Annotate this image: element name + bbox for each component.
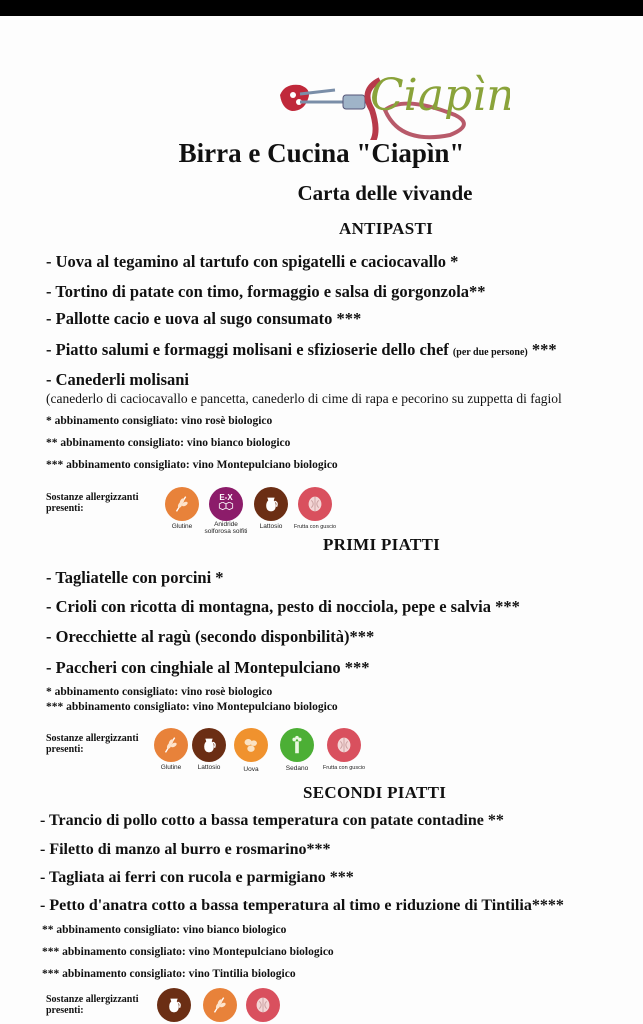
restaurant-title: Birra e Cucina "Ciapìn" [178, 138, 465, 168]
logo-icon [275, 50, 510, 140]
menu-subtitle: Carta delle vivande [297, 181, 473, 205]
milk-jug-icon [254, 487, 288, 521]
pairing-note: * abbinamento consigliato: vino rosè biologico [46, 686, 273, 698]
walnut-icon [246, 988, 280, 1022]
wheat-icon [154, 728, 188, 762]
eggs-icon [234, 728, 268, 762]
dish-pairing-marker: *** [531, 340, 557, 359]
pairing-note: * abbinamento consigliato: vino rosè biologico [46, 415, 273, 427]
allergen-label: Lattosio [197, 764, 221, 771]
section-heading-antipasti: ANTIPASTI [339, 219, 434, 238]
allergen-label: Glutine [160, 764, 182, 771]
allergen-label: Glutine [171, 523, 193, 530]
wheat-icon [203, 988, 237, 1022]
svg-text:Ciapìn: Ciapìn [370, 70, 510, 121]
walnut-icon [327, 728, 361, 762]
celery-icon [280, 728, 314, 762]
pairing-note: *** abbinamento consigliato: vino Montepulciano biologico [46, 701, 338, 713]
allergen-label: Frutta con guscio [293, 524, 337, 530]
dish-item: - Crioli con ricotta di montagna, pesto di nocciola, pepe e salvia *** [46, 597, 520, 616]
allergen-label: Sedano [285, 765, 309, 772]
milk-jug-icon [192, 728, 226, 762]
allergens-label: Sostanze allergizzanti presenti: [46, 492, 139, 514]
dish-item: - Filetto di manzo al burro e rosmarino*** [40, 841, 331, 858]
pairing-note: ** abbinamento consigliato: vino bianco biologico [42, 924, 287, 936]
allergen-label: Frutta con guscio [322, 765, 366, 771]
allergen-label: Anidride solforosa solfiti [204, 521, 248, 535]
section-heading-primi: PRIMI PIATTI [323, 535, 441, 554]
pairing-note: *** abbinamento consigliato: vino Montepulciano biologico [46, 459, 338, 471]
allergens-label: Sostanze allergizzanti presenti: [46, 733, 139, 755]
dish-portion-note: (per due persone) [452, 347, 528, 358]
ciapin-logo [275, 50, 510, 140]
dish-item: - Tagliata ai ferri con rucola e parmigiano *** [40, 869, 354, 886]
dish-item: - Tortino di patate con timo, formaggio e salsa di gorgonzola** [46, 282, 486, 301]
dish-item: - Trancio di pollo cotto a bassa temperatura con patate contadine ** [40, 812, 504, 829]
allergens-label: Sostanze allergizzanti presenti: [46, 994, 139, 1016]
sulfite-icon [209, 487, 243, 521]
milk-jug-icon [157, 988, 191, 1022]
dish-item: - Paccheri con cinghiale al Montepulciano *** [46, 658, 370, 677]
status-bar [0, 0, 643, 16]
dish-item [46, 340, 557, 360]
pairing-note: *** abbinamento consigliato: vino Tintilia biologico [42, 968, 296, 980]
pairing-note: ** abbinamento consigliato: vino bianco biologico [46, 437, 291, 449]
dish-item: - Tagliatelle con porcini * [46, 568, 224, 587]
pairing-note: *** abbinamento consigliato: vino Montepulciano biologico [42, 946, 334, 958]
dish-item: - Canederli molisani [46, 370, 189, 389]
section-heading-secondi: SECONDI PIATTI [303, 783, 447, 802]
dish-item: - Petto d'anatra cotto a bassa temperatura al timo e riduzione di Tintilia**** [40, 897, 564, 914]
allergen-label: Lattosio [259, 523, 283, 530]
dish-item: - Orecchiette al ragù (secondo disponbilità)*** [46, 627, 375, 646]
dish-description: (canederlo di caciocavallo e pancetta, canederlo di cime di rapa e pecorino su zuppetta di fagiol [46, 391, 562, 406]
dish-item: - Pallotte cacio e uova al sugo consumato *** [46, 309, 362, 328]
wheat-icon [165, 487, 199, 521]
walnut-icon [298, 487, 332, 521]
dish-item: - Uova al tegamino al tartufo con spigatelli e caciocavallo * [46, 252, 459, 271]
dish-name: - Piatto salumi e formaggi molisani e sfizioserie dello chef [46, 340, 449, 359]
allergen-label: Uova [243, 766, 259, 773]
sulfite-badge: E-X [219, 493, 233, 502]
